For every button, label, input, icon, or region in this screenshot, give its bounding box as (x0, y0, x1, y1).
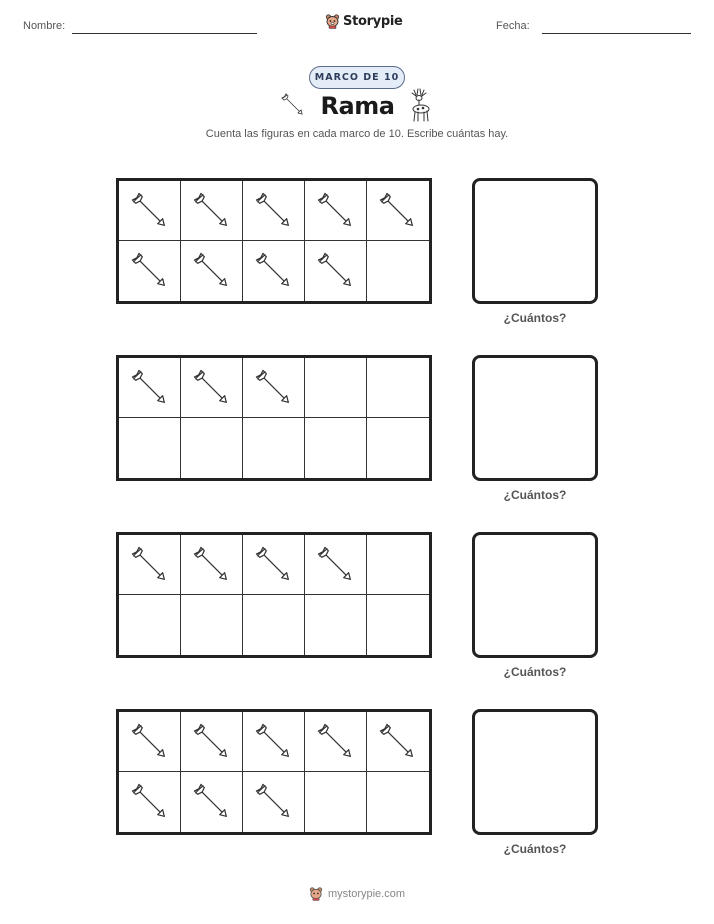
answer-label: ¿Cuántos? (503, 488, 567, 502)
ten-frame-cell (181, 595, 243, 655)
ten-frame-cell (305, 772, 367, 832)
ten-frame-cell (181, 181, 243, 241)
ten-frame-cell (181, 772, 243, 832)
ten-frame-cell (119, 712, 181, 772)
ten-frame-cell (367, 358, 429, 418)
ten-frame-cell (305, 358, 367, 418)
ten-frame-cell (181, 535, 243, 595)
ten-frame (116, 355, 432, 481)
ten-frame-cell (119, 535, 181, 595)
arrow-icon (252, 249, 296, 293)
arrow-icon (376, 189, 420, 233)
ten-frame-cell (305, 241, 367, 301)
ten-frame-cell (181, 418, 243, 478)
arrow-icon (252, 780, 296, 824)
ten-frame-cell (243, 595, 305, 655)
answer-box[interactable] (472, 178, 598, 304)
arrow-icon (128, 720, 172, 764)
ten-frame-cell (305, 418, 367, 478)
ten-frame-cell (243, 241, 305, 301)
arrow-icon (376, 720, 420, 764)
deer-icon (404, 87, 434, 123)
ten-frame-cell (243, 772, 305, 832)
storypie-mascot-icon (325, 13, 340, 29)
answer-label: ¿Cuántos? (503, 665, 567, 679)
arrow-icon (190, 366, 234, 410)
ten-frame-cell (119, 181, 181, 241)
ten-frame-cell (367, 772, 429, 832)
ten-frame-cell (181, 712, 243, 772)
name-write-line[interactable] (72, 33, 257, 34)
ten-frame-cell (367, 418, 429, 478)
ten-frame-cell (243, 418, 305, 478)
name-label: Nombre: (23, 20, 66, 32)
arrow-icon (190, 543, 234, 587)
ten-frame-cell (305, 181, 367, 241)
arrow-icon (128, 189, 172, 233)
ten-frame-cell (305, 535, 367, 595)
arrow-icon (314, 189, 358, 233)
ten-frame-cell (243, 181, 305, 241)
ten-frame-cell (367, 241, 429, 301)
ten-frame-cell (305, 712, 367, 772)
arrow-icon (277, 91, 309, 119)
arrow-icon (314, 249, 358, 293)
ten-frame-cell (119, 595, 181, 655)
arrow-icon (128, 249, 172, 293)
ten-frame-cell (243, 712, 305, 772)
arrow-icon (252, 543, 296, 587)
ten-frame-cell (305, 595, 367, 655)
ten-frame-cell (119, 241, 181, 301)
arrow-icon (252, 720, 296, 764)
ten-frame-cell (119, 418, 181, 478)
ten-frame-cell (243, 358, 305, 418)
ten-frame-cell (181, 241, 243, 301)
brand-name: Storypie (343, 13, 403, 29)
arrow-icon (128, 543, 172, 587)
ten-frame-cell (367, 181, 429, 241)
answer-box[interactable] (472, 355, 598, 481)
answer-box[interactable] (472, 709, 598, 835)
ten-frame-cell (243, 535, 305, 595)
arrow-icon (190, 780, 234, 824)
arrow-icon (252, 366, 296, 410)
ten-frame-cell (367, 535, 429, 595)
arrow-icon (252, 189, 296, 233)
worksheet-type-badge: MARCO DE 10 (309, 66, 405, 89)
footer (309, 886, 405, 901)
ten-frame-cell (119, 358, 181, 418)
ten-frame (116, 178, 432, 304)
arrow-icon (128, 366, 172, 410)
storypie-mascot-icon (309, 886, 323, 901)
ten-frame-cell (367, 712, 429, 772)
arrow-icon (190, 249, 234, 293)
answer-label: ¿Cuántos? (503, 311, 567, 325)
ten-frame-cell (181, 358, 243, 418)
page-title: Rama (320, 92, 395, 120)
arrow-icon (190, 189, 234, 233)
ten-frame (116, 709, 432, 835)
arrow-icon (314, 543, 358, 587)
ten-frame-cell (119, 772, 181, 832)
footer-url: mystorypie.com (328, 887, 406, 900)
instructions: Cuenta las figuras en cada marco de 10. Escribe cuántas hay. (205, 128, 509, 140)
answer-box[interactable] (472, 532, 598, 658)
ten-frame-cell (367, 595, 429, 655)
arrow-icon (314, 720, 358, 764)
ten-frame (116, 532, 432, 658)
arrow-icon (190, 720, 234, 764)
date-write-line[interactable] (542, 33, 691, 34)
arrow-icon (128, 780, 172, 824)
answer-label: ¿Cuántos? (503, 842, 567, 856)
date-label: Fecha: (496, 20, 530, 32)
brand-logo (325, 13, 403, 29)
